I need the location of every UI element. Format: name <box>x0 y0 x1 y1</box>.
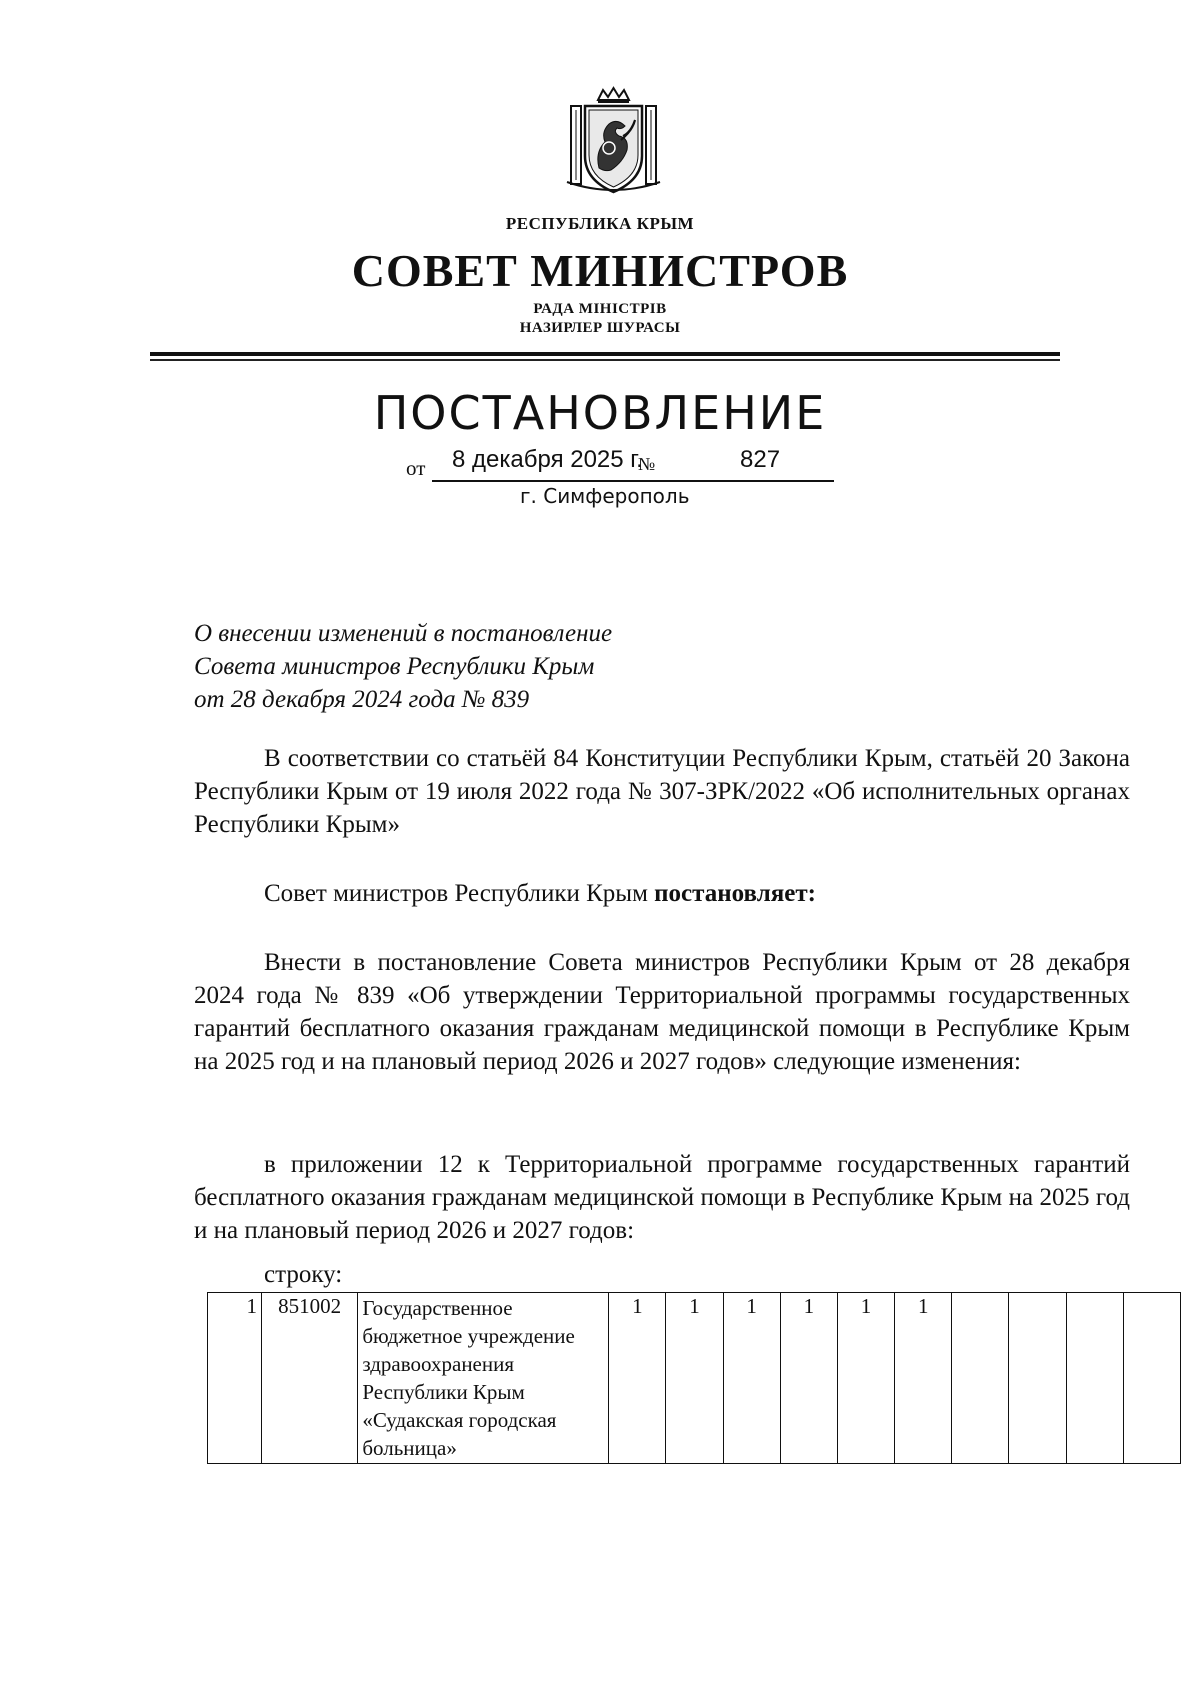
row-value: 1 <box>780 1293 837 1464</box>
basis-paragraph <box>194 742 1130 841</box>
decree-subject <box>194 617 794 716</box>
row-label: строку: <box>264 1261 343 1288</box>
amend-paragraph <box>194 946 1130 1078</box>
council-name-crimean-tatar: НАЗИРЛЕР ШУРАСЫ <box>519 320 681 336</box>
resolves-text: Совет министров Республики Крым <box>264 880 655 907</box>
header-divider-thin <box>150 359 1060 361</box>
date-prefix: от <box>406 456 426 480</box>
appendix-paragraph <box>194 1148 1130 1247</box>
appendix-text: в приложении 12 к Территориальной программе государственных гарантий бесплатного оказания гражданам медицинской помощи в Республике Крым на 2025 год и на плановый период 2026 и 2027 годов: <box>194 1151 1130 1244</box>
amendment-table <box>207 1292 1181 1464</box>
republic-name: РЕСПУБЛИКА КРЫМ <box>505 214 695 233</box>
table-row <box>208 1293 1181 1464</box>
row-index: 1 <box>208 1293 262 1464</box>
amend-text: Внести в постановление Совета министров Республики Крым от 28 декабря 2024 года № 839 «Об утверждении Территориальной программы государственных гарантий бесплатного оказания гражданам медицинской помощи в Республике Крым на 2025 год и на плановый период 2026 и 2027 годов» следующие изменения: <box>194 949 1130 1075</box>
subject-line: О внесении изменений в постановление <box>194 620 613 647</box>
subject-line: Совета министров Республики Крым <box>194 653 595 680</box>
row-empty-cell <box>952 1293 1009 1464</box>
resolves-paragraph <box>194 877 1130 910</box>
dateline-underline <box>432 480 834 482</box>
council-name-ukrainian: РАДА МІНІСТРІВ <box>533 301 667 317</box>
row-code: 851002 <box>261 1293 357 1464</box>
resolves-keyword: постановляет: <box>654 880 816 907</box>
decree-date: 8 декабря 2025 г. <box>452 446 643 473</box>
header-divider-thick <box>150 352 1060 356</box>
row-value: 1 <box>723 1293 780 1464</box>
crimea-coat-of-arms-icon <box>565 86 662 198</box>
decree-title: ПОСТАНОВЛЕНИЕ <box>373 386 827 440</box>
number-sign: № <box>638 454 656 474</box>
row-empty-cell <box>1123 1293 1180 1464</box>
row-value: 1 <box>609 1293 666 1464</box>
decree-city: г. Симферополь <box>520 484 690 508</box>
row-value: 1 <box>837 1293 894 1464</box>
row-value: 1 <box>895 1293 952 1464</box>
row-institution-name: Государственное бюджетное учреждение здравоохранения Республики Крым «Судакская городская больница» <box>358 1293 609 1464</box>
basis-text: В соответствии со статьёй 84 Конституции Республики Крым, статьёй 20 Закона Республики Крым от 19 июля 2022 года № 307-ЗРК/2022 «Об исполнительных органах Республики Крым» <box>194 745 1130 838</box>
row-empty-cell <box>1066 1293 1123 1464</box>
row-value: 1 <box>666 1293 723 1464</box>
row-empty-cell <box>1009 1293 1066 1464</box>
subject-line: от 28 декабря 2024 года № 839 <box>194 686 530 713</box>
council-name: СОВЕТ МИНИСТРОВ <box>351 245 849 296</box>
decree-number: 827 <box>740 446 781 473</box>
